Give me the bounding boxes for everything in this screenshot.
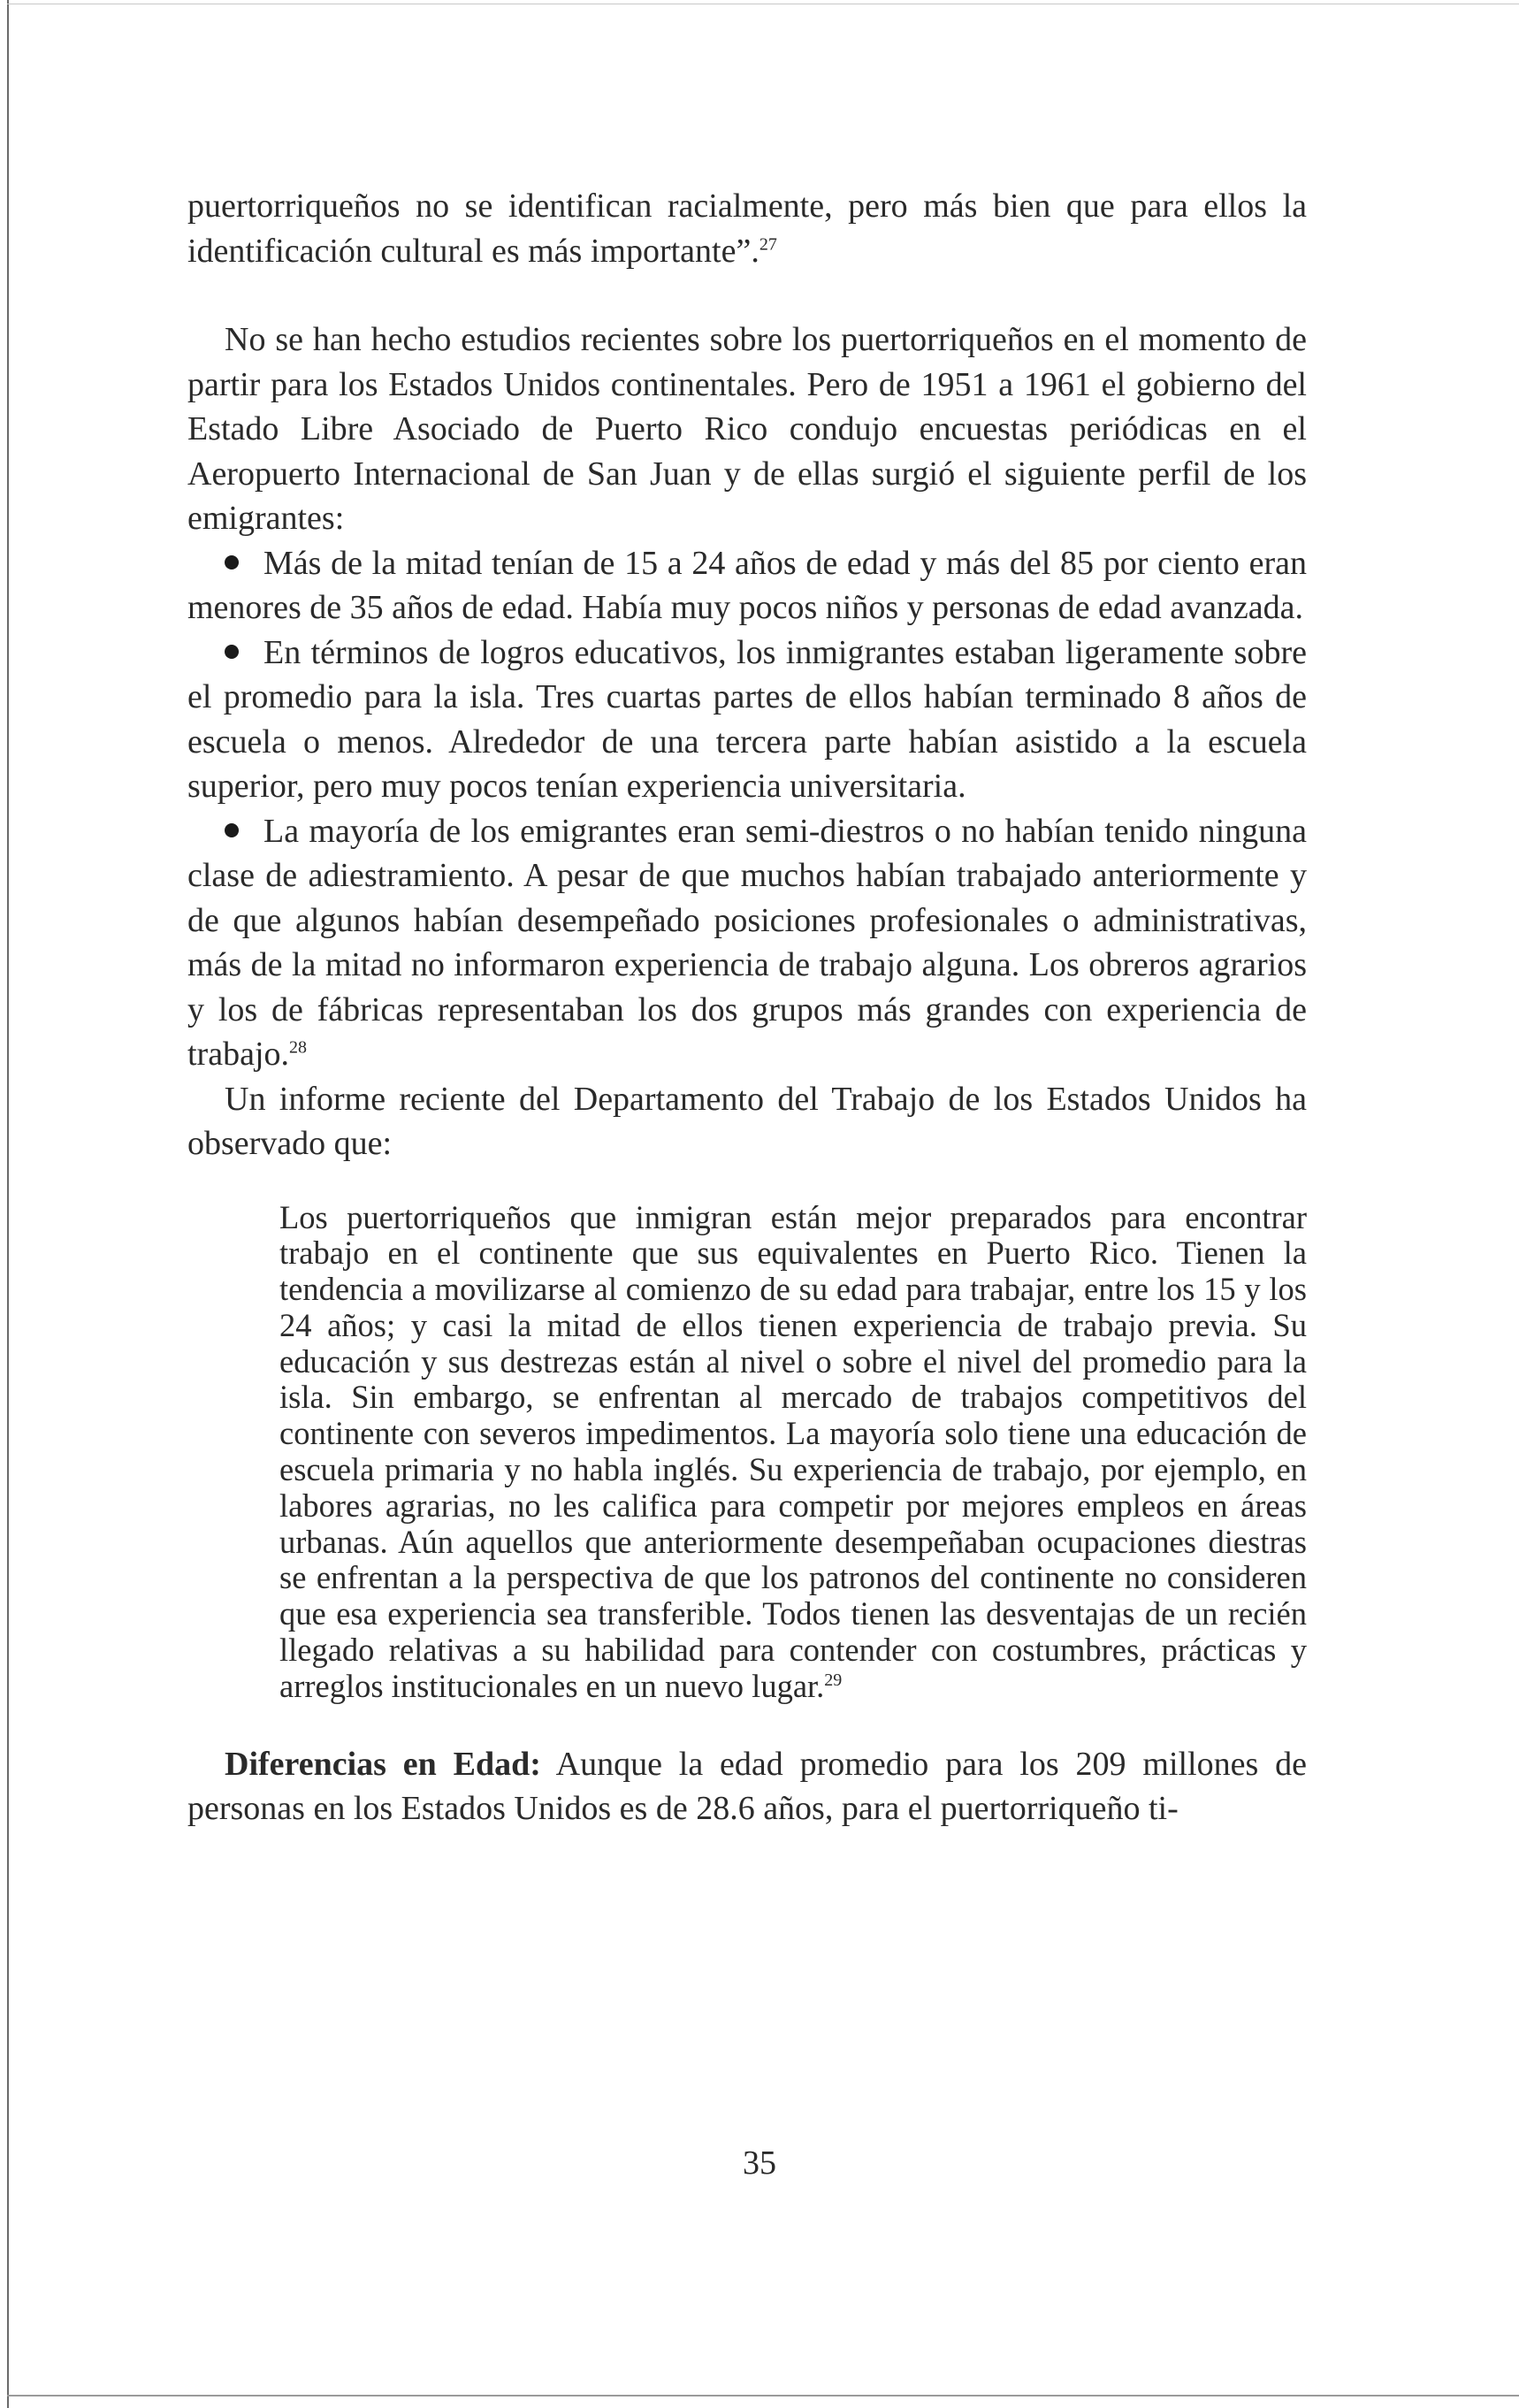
paragraph-emigrant-survey: No se han hecho estudios recientes sobre los puertorriqueños en el momento de partir para los Estados Unidos continentales. Pero de 1951 a 1961 el gobierno del Estado Libre Asociado de Puerto Rico condujo encuestas periódicas en el Aeropuerto Internacional de San Juan y de ellas surgió el siguiente perfil de los emigrantes:	[187, 321, 1307, 537]
page-edge-left	[7, 0, 9, 2408]
bullet-item-education	[187, 631, 1307, 809]
section-heading: Diferencias en Edad:	[225, 1745, 541, 1783]
paragraph-text: puertorriqueños no se identifican racialmente, pero más bien que para ellos la identificación cultural es más importante”.	[187, 187, 1307, 270]
page-edge-bottom	[7, 2395, 1519, 2397]
section-age-differences	[187, 1742, 1307, 1831]
bullet-item-age	[187, 541, 1307, 631]
footnote-ref: 29	[824, 1670, 843, 1690]
block-quote	[279, 1200, 1307, 1705]
quote-text: Los puertorriqueños que inmigran están mejor preparados para encontrar trabajo en el continente que sus equivalentes en Puerto Rico. Tienen la tendencia a movilizarse al comienzo de su edad para trabajar, entre los 15 y los 24 años; y casi la mitad de ellos tienen experiencia de trabajo previa. Su educación y sus destrezas están al nivel o sobre el nivel del promedio para la isla. Sin embargo, se enfrentan al mercado de trabajos competitivos del continente con severos impedimentos. La mayoría solo tiene una educación de escuela primaria y no habla inglés. Su experiencia de trabajo, por ejemplo, en labores agrarias, no les califica para competir por mejores empleos en áreas urbanas. Aún aquellos que anteriormente desempeñaban ocupaciones diestras se enfrentan a la perspectiva de que los patronos del continente no consideren que esa experiencia sea transferible. Todos tienen las desventajas de un recién llegado relativas a su habilidad para contender con costumbres, prácticas y arreglos institucionales en un nuevo lugar.	[279, 1198, 1307, 1704]
page-body	[187, 184, 1307, 1831]
bullet-text: La mayoría de los emigrantes eran semi-diestros o no habían tenido ninguna clase de adiestramiento. A pesar de que muchos habían trabajado anteriormente y de que algunos habían desempeñado posiciones profesionales o administrativas, más de la mitad no informaron experiencia de trabajo alguna. Los obreros agrarios y los de fábricas representaban los dos grupos más grandes con experiencia de trabajo.	[187, 812, 1307, 1073]
bullet-icon	[225, 645, 239, 659]
bullet-item-skills	[187, 809, 1307, 1077]
page-number: 35	[743, 2144, 776, 2182]
section-text: Aunque la edad promedio para los 209 millones de personas en los Estados Unidos es de 28.6 años, para el puertorriqueño ti-	[187, 1745, 1307, 1828]
paragraph-labor-report: Un informe reciente del Departamento del Trabajo de los Estados Unidos ha observado que:	[187, 1080, 1307, 1162]
bullet-icon	[225, 823, 239, 837]
footnote-ref: 27	[759, 233, 777, 254]
bullet-text: En términos de logros educativos, los inmigrantes estaban ligeramente sobre el promedio para la isla. Tres cuartas partes de ellos habían terminado 8 años de escuela o menos. Alrededor de una tercera parte habían asistido a la escuela superior, pero muy pocos tenían experiencia universitaria.	[187, 633, 1307, 805]
paragraph-continuation	[187, 184, 1307, 273]
bullet-text: Más de la mitad tenían de 15 a 24 años de edad y más del 85 por ciento eran menores de 35 años de edad. Había muy pocos niños y personas de edad avanzada.	[187, 544, 1307, 626]
footnote-ref: 28	[289, 1037, 308, 1058]
bullet-icon	[225, 555, 239, 570]
